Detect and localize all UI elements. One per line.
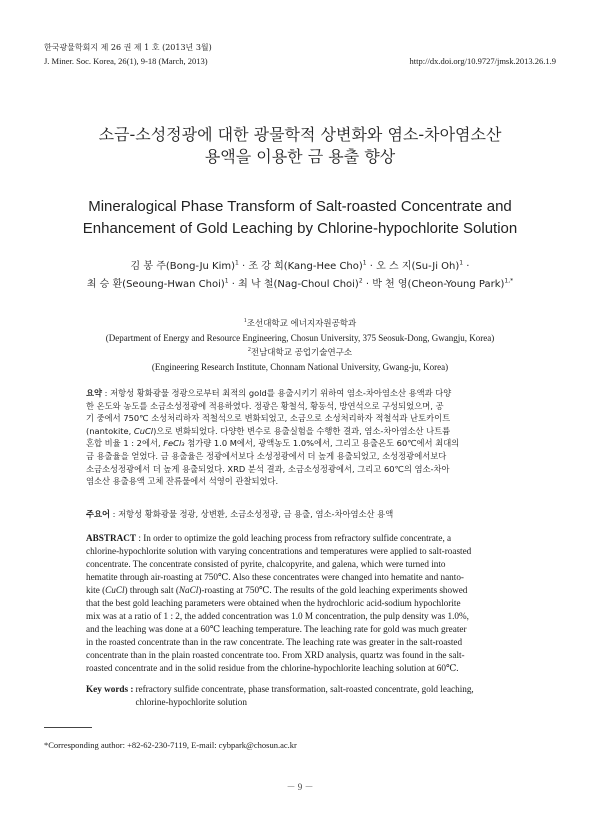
abstract-en-line <box>86 584 514 597</box>
abstract-en-text: kite ( <box>86 585 106 596</box>
affiliation-1-name-ko: 조선대학교 에너지자원공학과 <box>246 319 357 329</box>
journal-name-ko: 한국광물학회지 제 26 권 제 1 호 (2013년 3월) <box>44 43 212 52</box>
abstract-ko-text: 저항성 황화광물 정광으로부터 최적의 gold를 용출시키기 위하여 염소-차아염소산 용액과 다양 <box>110 388 452 398</box>
abstract-en-line: roasted concentrate and in the solid residue from the chlorine-hypochlorite leaching solution at 60℃. <box>86 663 459 674</box>
english-keywords-label-group <box>86 683 133 709</box>
page-number: － 9 － <box>286 782 314 792</box>
label-separator: : <box>128 684 134 694</box>
author-separator: · <box>238 261 249 272</box>
english-title-line-2: Enhancement of Gold Leaching by Chlorine-hypochlorite Solution <box>82 220 518 237</box>
author-nag-choul-choi: 최 낙 철(Nag-Choul Choi) <box>238 279 359 290</box>
author-affil-sup: 1 <box>224 277 229 285</box>
abstract-en-line: concentrate than in the plain roasted concentrate too. From XRD analysis, quartz was found in the salt- <box>86 650 465 661</box>
journal-header-english <box>44 56 556 67</box>
korean-title-line-1: 소금-소성정광에 대한 광물학적 상변화와 염소-차아염소산 <box>98 125 502 144</box>
author-line-2 <box>40 276 560 294</box>
abstract-en-line: chlorine-hypochlorite solution with varying concentrations and temperatures were applied to salt-roasted <box>86 546 472 557</box>
abstract-ko-text: 첨가량 1.0 M에서, 광액농도 1.0%에서, 그리고 용출온도 60℃에서 최대의 <box>184 438 460 449</box>
author-affil-sup: 1 <box>362 259 367 267</box>
label-separator: : <box>136 533 144 543</box>
abstract-en-line: concentrate. The concentrate consisted of pyrite, chalcopyrite, and galena, which were turned into <box>86 559 446 570</box>
affiliation-1-english: (Department of Energy and Resource Engineering, Chosun University, 375 Seosuk-Dong, Gwangju, Korea) <box>105 333 495 343</box>
affiliation-2-name-ko: 전남대학교 공업기술연구소 <box>250 348 353 358</box>
author-affil-sup: 1 <box>235 259 239 267</box>
formula-cucl: CuCl <box>105 585 125 596</box>
keywords-en-line-2: chlorine-hypochlorite solution <box>135 697 247 707</box>
abstract-en-line: hematite through air-roasting at 750℃. Also these concentrates were changed into hematite and nanto- <box>86 572 464 583</box>
abstract-ko-line: 소금소성정광에서 더 높게 용출되었다. XRD 분석 결과, 소금소성정광에서, 그리고 60℃의 염소-차아 <box>86 463 450 474</box>
abstract-ko-line <box>86 387 514 400</box>
author-line-1 <box>40 258 560 276</box>
english-abstract-label: ABSTRACT <box>86 533 137 543</box>
abstract-en-line: in the roasted concentrate than in the raw concentrate. The leaching rate was greater in the salt-roasted <box>86 637 463 648</box>
abstract-ko-text: 혼합 비율 1 : 2에서, <box>86 438 164 449</box>
english-title <box>40 196 560 240</box>
korean-abstract <box>86 387 514 488</box>
abstract-en-line: and the leaching was done at a 60℃ leaching temperature. The leaching rate for gold was much greater <box>86 624 467 635</box>
author-su-ji-oh: 오 스 지(Su-Ji Oh) <box>376 261 460 272</box>
korean-title <box>40 124 560 168</box>
english-abstract <box>86 532 514 676</box>
english-keywords-text <box>133 683 473 709</box>
affiliation-2-english: (Engineering Research Institute, Chonnam National University, Gwang-ju, Korea) <box>151 362 449 372</box>
affiliation-2-korean <box>40 345 560 360</box>
korean-abstract-label: 요약 <box>86 388 103 398</box>
english-keywords-label: Key words <box>86 684 129 694</box>
abstract-ko-line <box>86 425 514 438</box>
korean-keywords-label: 주요어 <box>86 509 111 519</box>
affiliation-1-marker: 1 <box>243 318 247 324</box>
abstract-en-line <box>86 532 514 545</box>
formula-cucl: CuCl <box>133 425 154 436</box>
abstract-ko-line <box>86 437 514 450</box>
author-affil-sup: 2 <box>358 277 363 285</box>
korean-title-line-2: 용액을 이용한 금 용출 향상 <box>204 147 396 166</box>
korean-keywords <box>86 508 514 520</box>
author-separator: · <box>362 279 373 290</box>
author-list <box>40 258 560 294</box>
formula-nacl: NaCl <box>178 585 199 596</box>
author-affil-sup: 1,* <box>504 277 514 285</box>
journal-citation: J. Miner. Soc. Korea, 26(1), 9-18 (March, 2013) <box>44 56 208 66</box>
author-seoung-hwan-choi: 최 승 환(Seoung-Hwan Choi) <box>86 279 225 290</box>
abstract-en-line: that the best gold leaching parameters were obtained when the hydrochloric acid-sodium hypochlorite <box>86 598 461 609</box>
label-separator: : <box>110 509 119 519</box>
formula-fecl3: FeCl₃ <box>163 438 185 449</box>
keywords-en-line-1: refractory sulfide concentrate, phase transformation, salt-roasted concentrate, gold leaching, <box>135 684 474 694</box>
abstract-en-line: mix was at a ratio of 1 : 2, the added concentration was 1.0 M concentration, the pulp density was 1.0%, <box>86 611 469 622</box>
abstract-ko-line: 금 용출율을 얻었다. 금 용출율은 정광에서보다 소성정광에서 더 높게 용출되었고, 소성정광에서보다 <box>86 450 447 461</box>
abstract-ko-line: 염소산 용출용액 고체 잔류물에서 석영이 관찰되었다. <box>86 476 279 487</box>
affiliation-2-marker: 2 <box>247 347 251 353</box>
author-bong-ju-kim: 김 봉 주(Bong-Ju Kim) <box>130 261 236 272</box>
author-separator: · <box>228 279 239 290</box>
english-keywords <box>86 683 514 709</box>
label-separator: : <box>102 388 111 398</box>
abstract-en-text: )-roasting at 750℃. The results of the gold leaching experiments showed <box>198 585 468 596</box>
english-title-line-1: Mineralogical Phase Transform of Salt-roasted Concentrate and <box>88 198 512 215</box>
affiliation-1-korean <box>40 316 560 331</box>
author-affil-sup: 1 <box>459 259 464 267</box>
corresponding-author-footnote: *Corresponding author: +82-62-230-7119, E-mail: cybpark@chosun.ac.kr <box>44 740 297 750</box>
affiliations <box>40 316 560 374</box>
author-separator: · <box>366 261 377 272</box>
abstract-en-text: ) through salt ( <box>124 585 179 596</box>
author-separator: · <box>463 261 470 272</box>
abstract-ko-text: (nantokite, <box>86 425 134 436</box>
abstract-ko-line: 한 온도와 농도를 소금소성정광에 적용하였다. 정광은 황철석, 황동석, 방연석으로 구성되었으며, 공 <box>86 400 444 411</box>
journal-header-korean <box>44 42 556 53</box>
author-kang-hee-cho: 조 강 희(Kang-Hee Cho) <box>248 261 363 272</box>
abstract-en-text: In order to optimize the gold leaching process from refractory sulfide concentrate, a <box>143 533 452 543</box>
abstract-ko-line: 기 중에서 750℃ 소성처리하자 적철석으로 변화되었고, 소금으로 소성처리하자 적철석과 난토카이트 <box>86 413 451 424</box>
footnote-divider <box>44 727 92 728</box>
author-cheon-young-park: 박 천 영(Cheon-Young Park) <box>372 279 505 290</box>
abstract-ko-text: )으로 변화되었다. 다양한 변수로 용출실험을 수행한 결과, 염소-차아염소산 나트륨 <box>153 425 451 436</box>
doi-link[interactable]: http://dx.doi.org/10.9727/jmsk.2013.26.1.9 <box>409 56 556 66</box>
korean-keywords-text: 저항성 황화광물 정광, 상변환, 소금소성정광, 금 용출, 염소-차아염소산 용액 <box>118 509 394 519</box>
